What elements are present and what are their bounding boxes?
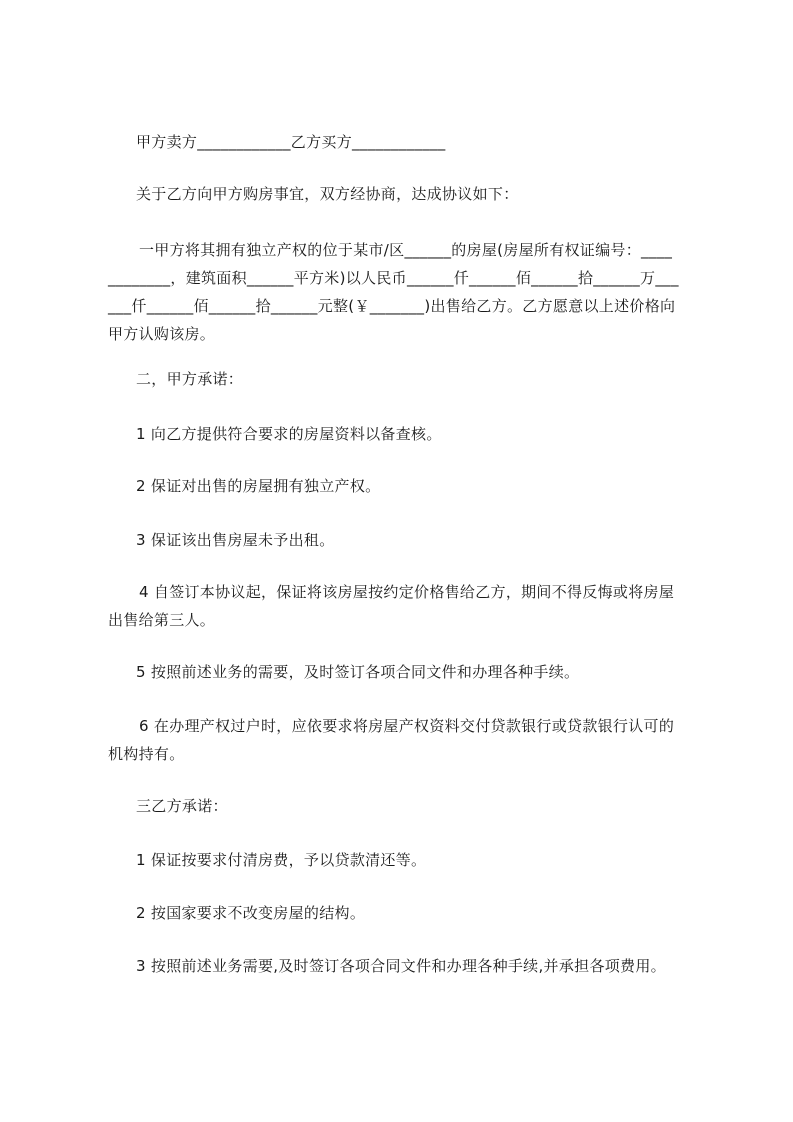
- clause-one-line: ___仟______佰______拾______元整(￥_______)出售给乙方。乙方愿意以上述价格向: [108, 297, 676, 315]
- clause-one-line: 一甲方将其拥有独立产权的位于某市/区______的房屋(房屋所有权证编号：____: [139, 241, 673, 259]
- seller-item-text: 1 向乙方提供符合要求的房屋资料以备查核。: [136, 425, 442, 443]
- buyer-item-3: [108, 952, 728, 980]
- seller-item-5: [108, 658, 728, 686]
- clause-one-paragraph: [108, 236, 700, 348]
- seller-item-line: 4 自签订本协议起，保证将该房屋按约定价格售给乙方，期间不得反悔或将房屋: [139, 583, 675, 601]
- intro-paragraph: [108, 180, 728, 208]
- seller-item-text: 3 保证该出售房屋未予出租。: [136, 531, 335, 549]
- seller-item-line: 出售给第三人。: [108, 611, 216, 629]
- buyer-item-text: 3 按照前述业务需要,及时签订各项合同文件和办理各种手续,并承担各项费用。: [136, 957, 666, 975]
- seller-item-line: 机构持有。: [108, 745, 185, 763]
- seller-heading-text: 二，甲方承诺：: [136, 370, 244, 388]
- clause-one-line: 甲方认购该房。: [108, 325, 216, 343]
- clause-one-line: ________，建筑面积______平方米)以人民币______仟______佰______拾______万___: [108, 269, 679, 287]
- seller-item-4: [108, 578, 700, 634]
- parties-text: 甲方卖方____________乙方买方____________: [136, 133, 446, 151]
- buyer-item-text: 2 按国家要求不改变房屋的结构。: [136, 904, 366, 922]
- buyer-item-2: [108, 899, 728, 927]
- buyer-heading-text: 三乙方承诺：: [136, 797, 228, 815]
- intro-text: 关于乙方向甲方购房事宜，双方经协商，达成协议如下：: [136, 185, 519, 203]
- seller-item-3: [108, 526, 728, 554]
- seller-item-2: [108, 472, 728, 500]
- seller-item-line: 6 在办理产权过户时，应依要求将房屋产权资料交付贷款银行或贷款银行认可的: [139, 717, 675, 735]
- seller-item-6: [108, 712, 700, 768]
- buyer-item-text: 1 保证按要求付清房费，予以贷款清还等。: [136, 851, 427, 869]
- parties-line: [108, 128, 728, 156]
- seller-item-1: [108, 420, 728, 448]
- buyer-item-1: [108, 846, 728, 874]
- seller-item-text: 5 按照前述业务的需要，及时签订各项合同文件和办理各种手续。: [136, 663, 580, 681]
- seller-item-text: 2 保证对出售的房屋拥有独立产权。: [136, 477, 381, 495]
- buyer-commitments-heading: [108, 792, 728, 820]
- seller-commitments-heading: [108, 365, 728, 393]
